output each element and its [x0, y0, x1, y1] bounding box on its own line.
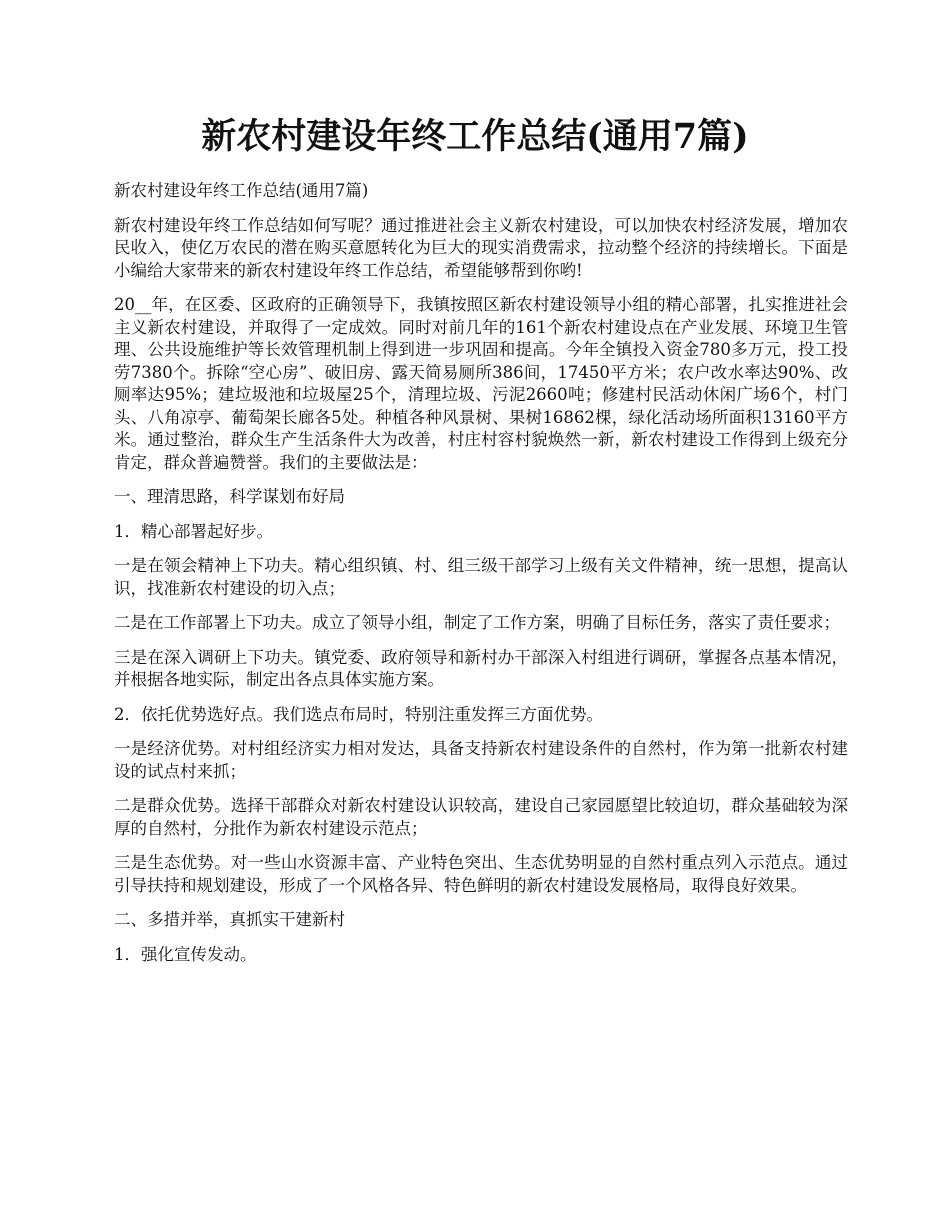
summary-paragraph: 20__年，在区委、区政府的正确领导下，我镇按照区新农村建设领导小组的精心部署，扎实推进社会主义新农村建设，并取得了一定成效。同时对前几年的161个新农村建设点在产业发展、环境卫生管理、公共设施维护等长效管理机制上得到进一步巩固和提高。今年全镇投入资金780多万元，投工投劳7380个。拆除“空心房”、破旧房、露天简易厕所386间，17450平方米；农户改水率达90%、改厕率达95%；建垃圾池和垃圾屋25个，清理垃圾、污泥2660吨；修建村民活动休闲广场6个，村门头、八角凉亭、葡萄架长廊各5处。种植各种风景树、果树16862棵，绿化活动场所面积13160平方米。通过整治，群众生产生活条件大为改善，村庄村容村貌焕然一新，新农村建设工作得到上级充分肯定，群众普遍赞誉。我们的主要做法是：	[114, 295, 848, 472]
section-heading-2: 二、多措并举，真抓实干建新村	[114, 910, 345, 929]
subtitle-paragraph: 新农村建设年终工作总结(通用7篇)	[114, 181, 369, 200]
body-paragraph: 二是在工作部署上下功夫。成立了领导小组，制定了工作方案，明确了目标任务，落实了责任要求；	[114, 613, 840, 632]
document-body	[114, 180, 848, 978]
body-paragraph: 三是生态优势。对一些山水资源丰富、产业特色突出、生态优势明显的自然村重点列入示范点。通过引导扶持和规划建设，形成了一个风格各异、特色鲜明的新农村建设发展格局，取得良好效果。	[114, 853, 848, 895]
section-heading-1: 一、理清思路，科学谋划布好局	[114, 487, 345, 506]
body-paragraph: 一是在领会精神上下功夫。精心组织镇、村、组三级干部学习上级有关文件精神，统一思想，提高认识，找准新农村建设的切入点；	[114, 556, 848, 598]
intro-paragraph: 新农村建设年终工作总结如何写呢？通过推进社会主义新农村建设，可以加快农村经济发展，增加农民收入，使亿万农民的潜在购买意愿转化为巨大的现实消费需求，拉动整个经济的持续增长。下面是小编给大家带来的新农村建设年终工作总结，希望能够帮到你哟!	[114, 215, 848, 280]
subsection-heading-1-1: 1．精心部署起好步。	[114, 521, 273, 541]
subsection-heading-2-1: 1．强化宣传发动。	[114, 944, 257, 964]
body-paragraph: 一是经济优势。对村组经济实力相对发达，具备支持新农村建设条件的自然村，作为第一批新农村建设的试点村来抓；	[114, 739, 848, 781]
body-paragraph: 二是群众优势。选择干部群众对新农村建设认识较高，建设自己家园愿望比较迫切，群众基础较为深厚的自然村，分批作为新农村建设示范点；	[114, 796, 848, 838]
subsection-heading-1-2: 2．依托优势选好点。我们选点布局时，特别注重发挥三方面优势。	[114, 704, 603, 724]
body-paragraph: 三是在深入调研上下功夫。镇党委、政府领导和新村办干部深入村组进行调研，掌握各点基本情况，并根据各地实际，制定出各点具体实施方案。	[114, 647, 848, 689]
document-title: 新农村建设年终工作总结(通用7篇)	[201, 116, 749, 157]
